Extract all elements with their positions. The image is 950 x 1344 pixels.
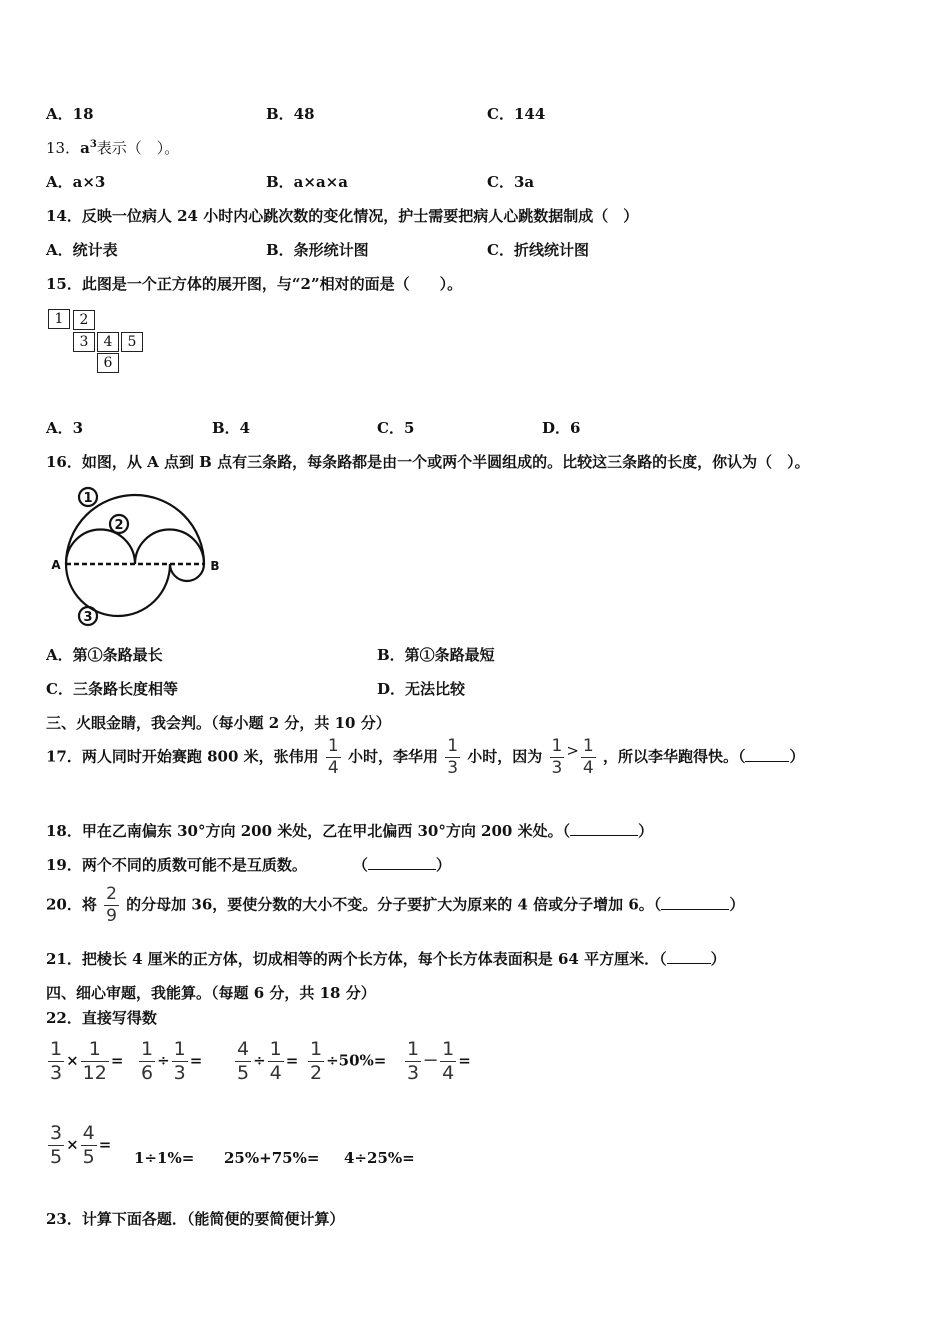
q17-text-5: ）: [789, 747, 805, 766]
q22-expr-7: 1÷1%=: [134, 1149, 195, 1167]
cube-face-6: 6: [97, 353, 119, 373]
q19-open: （: [352, 856, 368, 874]
q16-option-a: A．第①条路最长: [46, 646, 163, 664]
q14-option-a: A．统计表: [46, 241, 118, 259]
q18-statement: [46, 820, 653, 841]
point-a-label: A: [51, 558, 61, 572]
q20-statement: [46, 886, 744, 925]
q17-text-4: ，所以李华跑得快。（: [602, 747, 746, 766]
q12-option-b: B．48: [266, 105, 315, 123]
cube-net-figure: [48, 309, 148, 375]
q16-option-c: C．三条路长度相等: [46, 680, 178, 698]
q17-text-2: 小时，李华用: [347, 747, 438, 766]
q18-close: ）: [638, 822, 654, 840]
q14-question: 14．反映一位病人 24 小时内心跳次数的变化情况，护士需要把病人心跳数据制成（ ）: [46, 207, 639, 225]
q21-text: 21．把棱长 4 厘米的正方体，切成相等的两个长方体，每个长方体表面积是 64 平方厘米．（: [46, 950, 667, 968]
q17-fraction-3: $\frac{1}{3}$: [551, 736, 563, 778]
semicircle-paths-figure: [48, 484, 228, 630]
q19-answer-blank[interactable]: [368, 857, 436, 870]
cube-face-2: 2: [73, 310, 95, 330]
q21-statement: [46, 948, 726, 969]
q20-text-2: 的分母加 36，要使分数的大小不变。分子要扩大为原来的 4 倍或分子增加 6。（: [126, 895, 662, 914]
section-3-heading: 三、火眼金睛，我会判。（每小题 2 分，共 10 分）: [46, 714, 391, 732]
section-4-heading: 四、细心审题，我能算。（每题 6 分，共 18 分）: [46, 984, 376, 1002]
path-2-arcs: [66, 530, 204, 565]
q14-option-c: C．折线统计图: [487, 241, 589, 259]
q13-option-a: A．a×3: [46, 173, 106, 191]
q22-expr-1: $\frac{1}{3}$ × $\frac{1}{12}$ =: [50, 1038, 124, 1084]
q17-fraction-2: $\frac{1}{3}$: [447, 736, 459, 778]
q20-close: ）: [729, 895, 745, 914]
q22-expr-6: $\frac{3}{5}$ × $\frac{4}{5}$ =: [50, 1122, 112, 1168]
q15-option-c: C．5: [377, 419, 415, 437]
q13-text: 表示（ ）。: [96, 139, 180, 157]
q17-text-3: 小时，因为: [467, 747, 543, 766]
q15-option-d: D．6: [542, 419, 581, 437]
q16-question: 16．如图，从 A 点到 B 点有三条路，每条路都是由一个或两个半圆组成的。比较这三条路的长度，你认为（ ）。: [46, 453, 810, 471]
q19-statement: [46, 854, 451, 875]
cube-face-3: 3: [73, 332, 95, 352]
label-2: 2: [114, 518, 124, 533]
label-1: 1: [83, 491, 93, 506]
q17-fraction-4: $\frac{1}{4}$: [582, 736, 594, 778]
q22-expr-2: $\frac{1}{6}$ ÷ $\frac{1}{3}$ =: [141, 1038, 203, 1084]
q22-title: 22．直接写得数: [46, 1009, 157, 1027]
q13-option-b: B．a×a×a: [266, 173, 348, 191]
q19-close: ）: [435, 856, 451, 874]
q12-option-c: C．144: [487, 105, 546, 123]
q18-text: 18．甲在乙南偏东 30°方向 200 米处，乙在甲北偏西 30°方向 200 米处。（: [46, 822, 571, 840]
q19-text: 19．两个不同的质数可能不是互质数。: [46, 856, 307, 874]
q15-question: 15．此图是一个正方体的展开图，与“2”相对的面是（ ）。: [46, 275, 463, 293]
q17-answer-blank[interactable]: [745, 749, 789, 762]
q12-option-a: A．18: [46, 105, 94, 123]
q20-answer-blank[interactable]: [661, 897, 729, 910]
point-b-label: B: [210, 559, 220, 573]
q18-answer-blank[interactable]: [570, 823, 638, 836]
q22-expr-8: 25%+75%=: [224, 1149, 320, 1167]
q17-text-1: 17．两人同时开始赛跑 800 米，张伟用: [46, 747, 319, 766]
label-3: 3: [83, 610, 93, 625]
q22-expr-5: $\frac{1}{3}$ － $\frac{1}{4}$ =: [407, 1038, 471, 1084]
q22-expr-4: $\frac{1}{2}$ ÷50%=: [310, 1038, 387, 1084]
q17-statement: [46, 738, 805, 777]
q16-option-b: B．第①条路最短: [377, 646, 495, 664]
q21-close: ）: [710, 950, 726, 968]
q13-base: a: [80, 139, 90, 157]
q15-option-b: B．4: [212, 419, 251, 437]
cube-face-5: 5: [121, 332, 143, 352]
cube-face-1: 1: [48, 309, 70, 329]
q14-option-b: B．条形统计图: [266, 241, 369, 259]
q23-title: 23．计算下面各题．（能简便的要简便计算）: [46, 1210, 345, 1228]
q13-number: 13．: [46, 139, 81, 157]
q22-expr-3: $\frac{4}{5}$ ÷ $\frac{1}{4}$ =: [237, 1038, 299, 1084]
q20-fraction: $\frac{2}{9}$: [106, 884, 117, 926]
q13-option-c: C．3a: [487, 173, 535, 191]
q22-expr-9: 4÷25%=: [344, 1149, 415, 1167]
q17-greater-than: >: [566, 741, 579, 760]
q17-fraction-1: $\frac{1}{4}$: [327, 736, 339, 778]
cube-face-4: 4: [97, 332, 119, 352]
q16-option-d: D．无法比较: [377, 680, 466, 698]
q13-question: [46, 137, 179, 158]
q20-text-1: 20．将: [46, 895, 97, 914]
q21-answer-blank[interactable]: [667, 951, 711, 964]
q15-option-a: A．3: [46, 419, 84, 437]
q13-exponent: 3: [89, 139, 97, 150]
